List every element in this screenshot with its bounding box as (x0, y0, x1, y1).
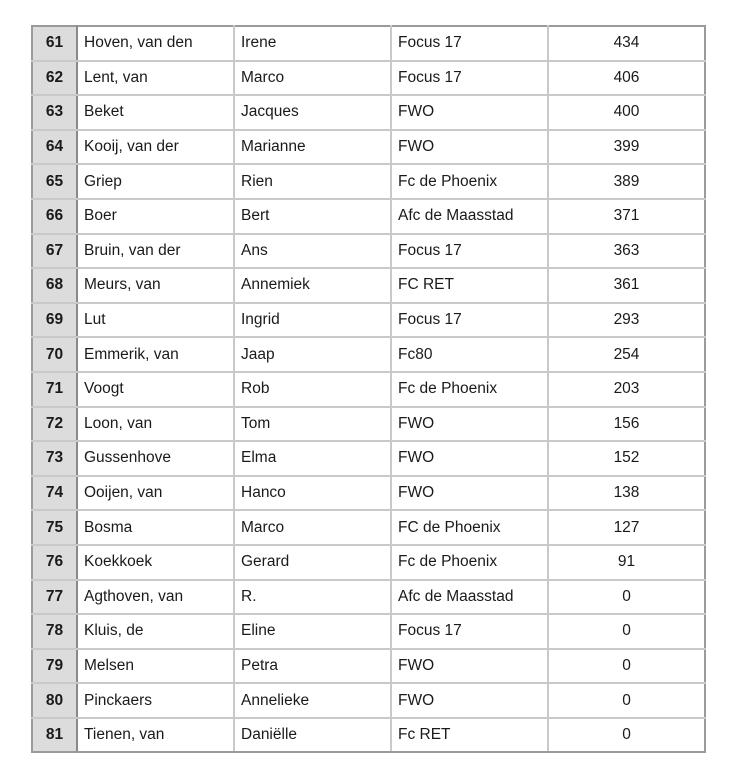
first-name-cell: Rob (234, 372, 391, 407)
rank-cell: 76 (32, 545, 77, 580)
rank-cell: 75 (32, 510, 77, 545)
club-cell: FWO (391, 649, 548, 684)
last-name-cell: Agthoven, van (77, 580, 234, 615)
last-name-cell: Lent, van (77, 61, 234, 96)
points-cell: 0 (548, 683, 705, 718)
table-row (32, 580, 705, 615)
points-cell: 156 (548, 407, 705, 442)
first-name-cell: Daniëlle (234, 718, 391, 753)
table-row (32, 649, 705, 684)
first-name-cell: Elma (234, 441, 391, 476)
rank-cell: 64 (32, 130, 77, 165)
club-cell: FWO (391, 407, 548, 442)
points-cell: 0 (548, 718, 705, 753)
points-cell: 389 (548, 164, 705, 199)
last-name-cell: Melsen (77, 649, 234, 684)
rank-cell: 70 (32, 337, 77, 372)
last-name-cell: Bosma (77, 510, 234, 545)
club-cell: Fc de Phoenix (391, 545, 548, 580)
first-name-cell: Hanco (234, 476, 391, 511)
points-cell: 0 (548, 614, 705, 649)
club-cell: FWO (391, 441, 548, 476)
points-cell: 152 (548, 441, 705, 476)
club-cell: Fc RET (391, 718, 548, 753)
first-name-cell: Rien (234, 164, 391, 199)
rank-cell: 62 (32, 61, 77, 96)
table-row (32, 61, 705, 96)
points-cell: 434 (548, 26, 705, 61)
rank-cell: 61 (32, 26, 77, 61)
table-row (32, 199, 705, 234)
last-name-cell: Kooij, van der (77, 130, 234, 165)
first-name-cell: Eline (234, 614, 391, 649)
first-name-cell: Gerard (234, 545, 391, 580)
first-name-cell: Bert (234, 199, 391, 234)
last-name-cell: Gussenhove (77, 441, 234, 476)
rank-cell: 72 (32, 407, 77, 442)
club-cell: Focus 17 (391, 61, 548, 96)
rank-cell: 65 (32, 164, 77, 199)
last-name-cell: Ooijen, van (77, 476, 234, 511)
first-name-cell: R. (234, 580, 391, 615)
table-row (32, 95, 705, 130)
points-cell: 254 (548, 337, 705, 372)
club-cell: Focus 17 (391, 234, 548, 269)
last-name-cell: Bruin, van der (77, 234, 234, 269)
table-row (32, 303, 705, 338)
rank-cell: 68 (32, 268, 77, 303)
ranking-table-body (32, 26, 705, 752)
rank-cell: 74 (32, 476, 77, 511)
club-cell: Focus 17 (391, 614, 548, 649)
rank-cell: 78 (32, 614, 77, 649)
last-name-cell: Pinckaers (77, 683, 234, 718)
points-cell: 91 (548, 545, 705, 580)
table-row (32, 130, 705, 165)
points-cell: 138 (548, 476, 705, 511)
last-name-cell: Kluis, de (77, 614, 234, 649)
rank-cell: 71 (32, 372, 77, 407)
first-name-cell: Marco (234, 510, 391, 545)
club-cell: FWO (391, 95, 548, 130)
last-name-cell: Koekkoek (77, 545, 234, 580)
rank-cell: 67 (32, 234, 77, 269)
last-name-cell: Meurs, van (77, 268, 234, 303)
table-row (32, 164, 705, 199)
last-name-cell: Lut (77, 303, 234, 338)
first-name-cell: Tom (234, 407, 391, 442)
points-cell: 406 (548, 61, 705, 96)
first-name-cell: Marianne (234, 130, 391, 165)
first-name-cell: Marco (234, 61, 391, 96)
club-cell: FC RET (391, 268, 548, 303)
club-cell: FWO (391, 683, 548, 718)
club-cell: Fc de Phoenix (391, 372, 548, 407)
table-row (32, 545, 705, 580)
rank-cell: 63 (32, 95, 77, 130)
last-name-cell: Boer (77, 199, 234, 234)
table-row (32, 337, 705, 372)
last-name-cell: Hoven, van den (77, 26, 234, 61)
club-cell: FWO (391, 476, 548, 511)
table-row (32, 614, 705, 649)
first-name-cell: Ingrid (234, 303, 391, 338)
last-name-cell: Tienen, van (77, 718, 234, 753)
last-name-cell: Griep (77, 164, 234, 199)
points-cell: 361 (548, 268, 705, 303)
last-name-cell: Beket (77, 95, 234, 130)
first-name-cell: Annelieke (234, 683, 391, 718)
table-row (32, 683, 705, 718)
club-cell: FC de Phoenix (391, 510, 548, 545)
last-name-cell: Emmerik, van (77, 337, 234, 372)
club-cell: Fc de Phoenix (391, 164, 548, 199)
rank-cell: 73 (32, 441, 77, 476)
table-row (32, 26, 705, 61)
first-name-cell: Annemiek (234, 268, 391, 303)
table-row (32, 441, 705, 476)
rank-cell: 77 (32, 580, 77, 615)
table-row (32, 268, 705, 303)
club-cell: FWO (391, 130, 548, 165)
points-cell: 127 (548, 510, 705, 545)
club-cell: Focus 17 (391, 26, 548, 61)
ranking-table (31, 25, 706, 753)
first-name-cell: Jacques (234, 95, 391, 130)
points-cell: 203 (548, 372, 705, 407)
first-name-cell: Ans (234, 234, 391, 269)
table-row (32, 718, 705, 753)
points-cell: 293 (548, 303, 705, 338)
points-cell: 400 (548, 95, 705, 130)
points-cell: 399 (548, 130, 705, 165)
rank-cell: 66 (32, 199, 77, 234)
table-row (32, 510, 705, 545)
table-row (32, 372, 705, 407)
club-cell: Afc de Maasstad (391, 199, 548, 234)
rank-cell: 81 (32, 718, 77, 753)
rank-cell: 80 (32, 683, 77, 718)
last-name-cell: Voogt (77, 372, 234, 407)
club-cell: Afc de Maasstad (391, 580, 548, 615)
points-cell: 371 (548, 199, 705, 234)
club-cell: Focus 17 (391, 303, 548, 338)
rank-cell: 69 (32, 303, 77, 338)
first-name-cell: Petra (234, 649, 391, 684)
rank-cell: 79 (32, 649, 77, 684)
points-cell: 0 (548, 649, 705, 684)
first-name-cell: Irene (234, 26, 391, 61)
table-row (32, 234, 705, 269)
points-cell: 363 (548, 234, 705, 269)
last-name-cell: Loon, van (77, 407, 234, 442)
table-row (32, 476, 705, 511)
first-name-cell: Jaap (234, 337, 391, 372)
points-cell: 0 (548, 580, 705, 615)
table-row (32, 407, 705, 442)
club-cell: Fc80 (391, 337, 548, 372)
